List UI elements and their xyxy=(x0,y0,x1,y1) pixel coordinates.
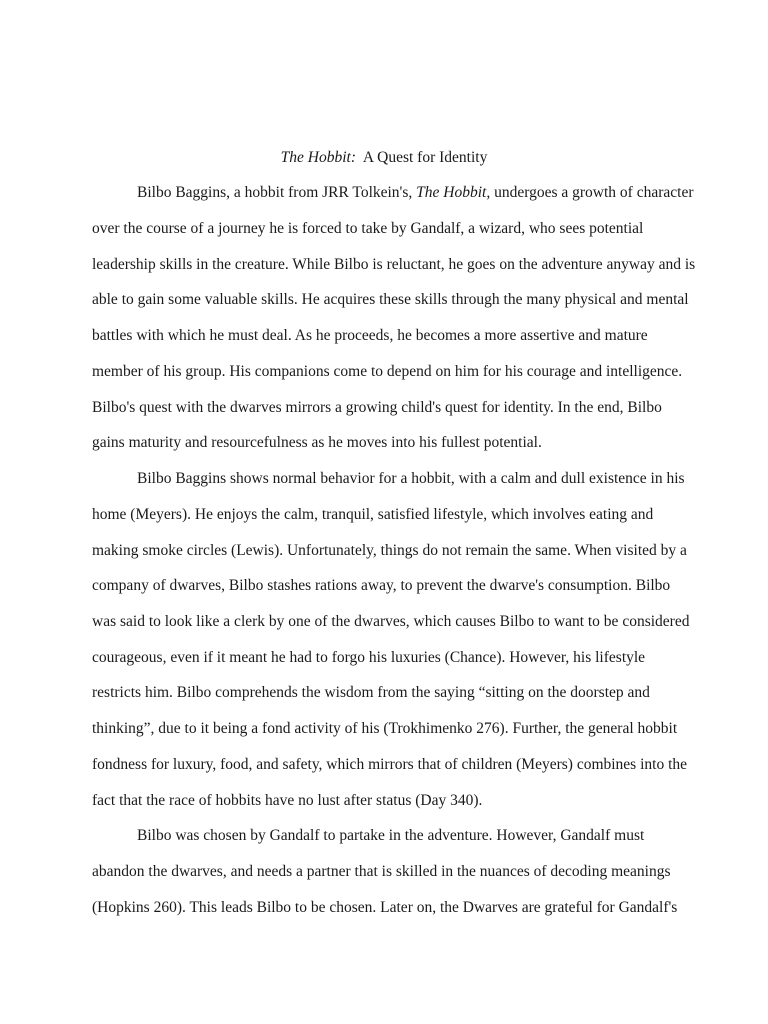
body-line: able to gain some valuable skills. He acquires these skills through the many physical and mental xyxy=(92,291,689,308)
title-rest: A Quest for Identity xyxy=(362,149,488,166)
body-line: gains maturity and resourcefulness as he moves into his fullest potential. xyxy=(92,434,542,451)
body-line: over the course of a journey he is forced to take by Gandalf, a wizard, who sees potential xyxy=(92,220,644,237)
body-line: Bilbo was chosen by Gandalf to partake in the adventure. However, Gandalf must xyxy=(137,827,645,844)
body-line: fondness for luxury, food, and safety, which mirrors that of children (Meyers) combines into the xyxy=(92,756,688,773)
body-line: courageous, even if it meant he had to forgo his luxuries (Chance). However, his lifestyle xyxy=(92,649,646,666)
body-line: company of dwarves, Bilbo stashes rations away, to prevent the dwarve's consumption. Bilbo xyxy=(92,577,671,594)
body-line: (Hopkins 260). This leads Bilbo to be chosen. Later on, the Dwarves are grateful for Gandalf's xyxy=(92,899,678,916)
body-line: making smoke circles (Lewis). Unfortunately, things do not remain the same. When visited by a xyxy=(92,542,687,559)
line-text: Bilbo Baggins, a hobbit from JRR Tolkein's, xyxy=(137,184,417,201)
body-line: battles with which he must deal. As he proceeds, he becomes a more assertive and mature xyxy=(92,327,648,344)
body-line: home (Meyers). He enjoys the calm, tranquil, satisfied lifestyle, which involves eating and xyxy=(92,506,654,523)
title-italic: The Hobbit: xyxy=(280,149,356,166)
body-line: fact that the race of hobbits have no lust after status (Day 340). xyxy=(92,792,483,809)
body-line xyxy=(137,183,693,203)
body-line: abandon the dwarves, and needs a partner that is skilled in the nuances of decoding meanings xyxy=(92,863,671,880)
page-title xyxy=(0,148,768,168)
body-line: Bilbo Baggins shows normal behavior for a hobbit, with a calm and dull existence in his xyxy=(137,470,685,487)
body-line: thinking”, due to it being a fond activity of his (Trokhimenko 276). Further, the general hobbit xyxy=(92,720,678,737)
body-line: was said to look like a clerk by one of the dwarves, which causes Bilbo to want to be considered xyxy=(92,613,690,630)
body-line: restricts him. Bilbo comprehends the wisdom from the saying “sitting on the doorstep and xyxy=(92,684,650,701)
body-line: leadership skills in the creature. While Bilbo is reluctant, he goes on the adventure anyway and is xyxy=(92,256,696,273)
book-title-italic: The Hobbit, xyxy=(416,184,491,201)
line-text: undergoes a growth of character xyxy=(490,184,694,201)
body-line: member of his group. His companions come to depend on him for his courage and intelligence. xyxy=(92,363,683,380)
body-line: Bilbo's quest with the dwarves mirrors a growing child's quest for identity. In the end, Bilbo xyxy=(92,399,662,416)
